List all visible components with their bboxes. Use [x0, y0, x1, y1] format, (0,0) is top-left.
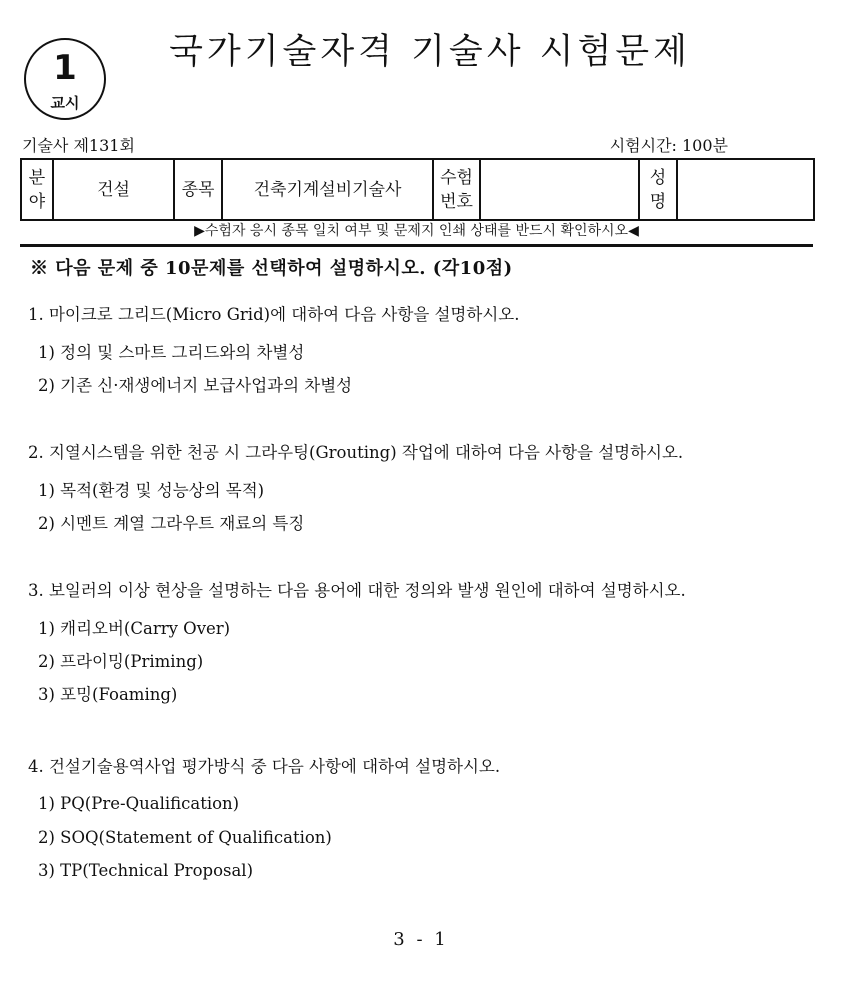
field-label-line1: 분 [28, 167, 46, 188]
question-1-item-1: 1) 정의 및 스마트 그리드와의 차별성 [38, 343, 305, 362]
examinee-id-label-line2: 번호 [440, 191, 473, 212]
category-label: 종목 [181, 179, 215, 200]
question-2-item-1: 1) 목적(환경 및 성능상의 목적) [38, 481, 265, 500]
session-number: 1 [53, 48, 77, 88]
question-2-item-2: 2) 시멘트 계열 그라우트 재료의 특징 [38, 514, 305, 533]
question-3-item-2: 2) 프라이밍(Priming) [38, 652, 204, 671]
question-2: 2. 지열시스템을 위한 천공 시 그라우팅(Grouting) 작업에 대하여 다음 사항을 설명하시오. [28, 443, 684, 462]
instruction: ※ 다음 문제 중 10문제를 선택하여 설명하시오. (각10점) [30, 258, 513, 279]
name-label-line1: 성 [649, 167, 667, 188]
session-label: 교시 [50, 94, 80, 112]
question-4-item-1: 1) PQ(Pre-Qualification) [38, 794, 240, 813]
question-3-item-3: 3) 포밍(Foaming) [38, 685, 178, 704]
field-label-cell [21, 159, 53, 220]
question-3-item-1: 1) 캐리오버(Carry Over) [38, 619, 231, 638]
exam-info-table [20, 158, 815, 221]
category-value-cell [222, 159, 433, 220]
field-value: 건설 [97, 179, 130, 200]
examinee-id-field[interactable] [480, 159, 639, 220]
question-1: 1. 마이크로 그리드(Micro Grid)에 대하여 다음 사항을 설명하시오. [28, 305, 520, 324]
name-label-cell [639, 159, 677, 220]
page-title: 국가기술자격 기술사 시험문제 [169, 32, 691, 72]
name-field[interactable] [677, 159, 814, 220]
question-4: 4. 건설기술용역사업 평가방식 중 다음 사항에 대하여 설명하시오. [28, 757, 501, 776]
exam-time: 시험시간: 100분 [609, 136, 728, 155]
session-badge [24, 38, 106, 120]
field-value-cell [53, 159, 174, 220]
name-label-line2: 명 [649, 191, 667, 212]
question-3: 3. 보일러의 이상 현상을 설명하는 다음 용어에 대한 정의와 발생 원인에 대하여 설명하시오. [28, 581, 686, 600]
question-4-item-3: 3) TP(Technical Proposal) [38, 861, 254, 880]
examinee-id-label-line1: 수험 [440, 167, 473, 188]
exam-round: 기술사 제131회 [22, 136, 135, 155]
question-4-item-2: 2) SOQ(Statement of Qualification) [38, 828, 332, 847]
page-number: 3 - 1 [393, 929, 449, 950]
field-label-line2: 야 [28, 191, 46, 212]
question-1-item-2: 2) 기존 신·재생에너지 보급사업과의 차별성 [38, 376, 353, 395]
category-label-cell [174, 159, 222, 220]
examinee-id-label-cell [433, 159, 480, 220]
notice-banner: ▶수험자 응시 종목 일치 여부 및 문제지 인쇄 상태를 반드시 확인하시오◀ [20, 220, 813, 247]
category-value: 건축기계설비기술사 [253, 179, 402, 200]
